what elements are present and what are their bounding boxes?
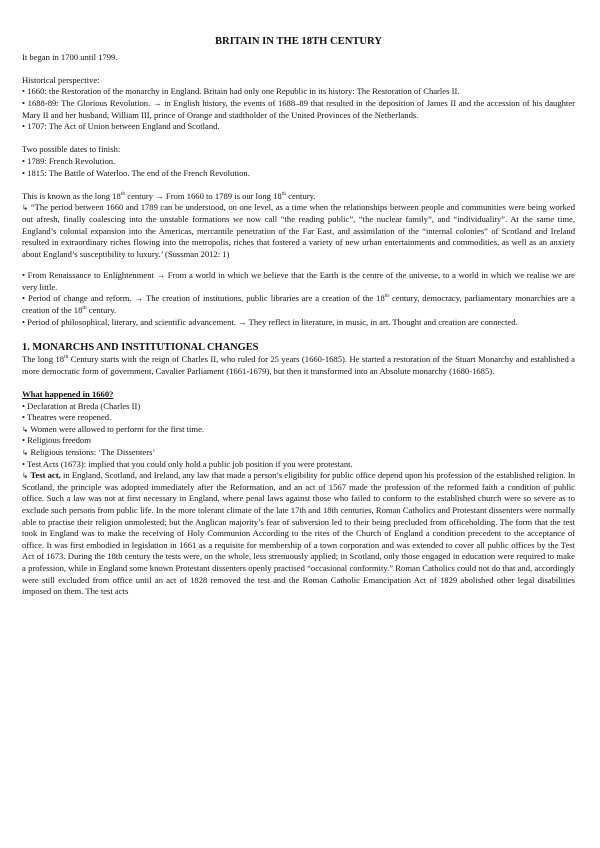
- test-act-label: Test act,: [30, 470, 61, 481]
- historical-item: • 1660: the Restoration of the monarchy in England. Britain had only one Republic in its history: The Restoration of Charles II.: [22, 86, 460, 97]
- return-arrow-icon: ↳: [22, 448, 29, 457]
- intro-line: It began in 1700 until 1799.: [22, 51, 118, 62]
- sussman-quote: ↳ “The period between 1660 and 1789 can be understood, on one level, as a time when the relationships between people and communities were being worked out afresh, finally coalescing into the unstable formations we now call “the reading public”, “the nuclear family”, and “individuality”. At the same time, England’s colonial expansion into the Americas, mercantile penetration of the Far East, and assimilation of the “internal colonies” of Scotland and Ireland resulted in extraordinary riches flowing into the metropolis, riches that fostered a variety of new urban entertainments and commodities, as well as an anxiety about England’s susceptibility to luxury.’ (Sussman 2012: 1): [22, 202, 575, 259]
- happened-item: ↳ Women were allowed to perform for the first time.: [22, 423, 205, 434]
- long-18th-line: This is known as the long 18th century → From 1660 to 1789 is our long 18th century.: [22, 190, 316, 201]
- document-page: [22, 36, 575, 598]
- change-item: • From Renaissance to Enlightenment → From a world in which we believe that the Earth is the centre of the universe, to a world in which we realise we are very little.: [22, 270, 575, 292]
- historical-heading: Historical perspective:: [22, 74, 100, 85]
- test-act-paragraph: ↳ Test act, in England, Scotland, and Ireland, any law that made a person’s eligibility for public office depend upon his profession of the established religion. In Scotland, the principle was adopted immediately after the Reformation, and an act of 1567 made the profession of the reformed faith a condition of public office. Such a law was not at first necessary in England, where penal laws against those who failed to conform to the established church were so severe as to exclude such persons from public life. In the more tolerant climate of the late 17th and 18th centuries, Roman Catholics and Protestant dissenters were normally able to practise their religion unmolested; but the Anglican majority’s fear of subversion led to their being precluded from officeholding. The form that the test took in England was to make the receiving of Holy Communion According to the rites of the Church of England a condition precedent to the acceptance of office. It was first embodied in legislation in 1661 as a requisite for membership of a town corporation and was extended to cover all public offices by the Test Act of 1673. During the 18th century the tests were, on the whole, less strenuously applied; in Scotland, only those engaged in education were required to make a profession, while in England some known Protestant dissenters openly practised “occasional conformity.” Roman Catholics could not do that and, accordingly were still excluded from office until an act of 1828 removed the test and the Roman Catholic Emancipation Act of 1829 abolished other legal disabilities imposed on them. The test acts: [22, 470, 576, 597]
- finish-item: • 1789: French Revolution.: [22, 155, 116, 166]
- page-title: BRITAIN IN THE 18TH CENTURY: [214, 36, 382, 47]
- finish-heading: Two possible dates to finish:: [22, 144, 121, 155]
- happened-item: • Declaration at Breda (Charles II): [22, 400, 141, 411]
- return-arrow-icon: ↳: [22, 203, 29, 213]
- happened-item: • Religious freedom: [22, 435, 91, 446]
- section-heading: 1. MONARCHS AND INSTITUTIONAL CHANGES: [22, 342, 259, 354]
- finish-item: • 1815: The Battle of Waterloo. The end of the French Revolution.: [22, 167, 250, 178]
- section-paragraph: The long 18th Century starts with the reign of Charles II, who ruled for 25 years (1660-1685). He started a restoration of the Stuart Monarchy and established a more democratic form of government, Cavalier Parliament (1661-1679), but then it transformed into an Absolute monarchy (1680-1685).: [22, 354, 575, 376]
- historical-item: • 1688-89: The Glorious Revolution. → in English history, the events of 1688–89 that resulted in the deposition of James II and the accession of his daughter Mary II and her husband, William III, prince of Orange and stadtholder of the United Provinces of the Netherlands.: [22, 97, 575, 120]
- return-arrow-icon: ↳: [22, 424, 29, 434]
- change-item: • Period of change and reform. → The creation of institutions, public libraries are a creation of the 18th century, democracy, parliamentary monarchies are a creation of the 18th century.: [22, 293, 575, 316]
- happened-item: ↳ Religious tensions: ‘The Dissenters’: [22, 447, 156, 457]
- happened-item: • Theatres were reopened.: [22, 412, 112, 423]
- return-arrow-icon: ↳: [22, 471, 29, 481]
- happened-item: • Test Acts (1673): implied that you could only hold a public job position if you were protestant.: [22, 458, 353, 469]
- subsection-heading: What happened in 1660?: [22, 389, 114, 400]
- historical-item: • 1707: The Act of Union between England and Scotland.: [22, 121, 220, 132]
- change-item: • Period of philosophical, literary, and scientific advancement. → They reflect in literature, in music, in art. Thought and creation are connected.: [22, 316, 518, 327]
